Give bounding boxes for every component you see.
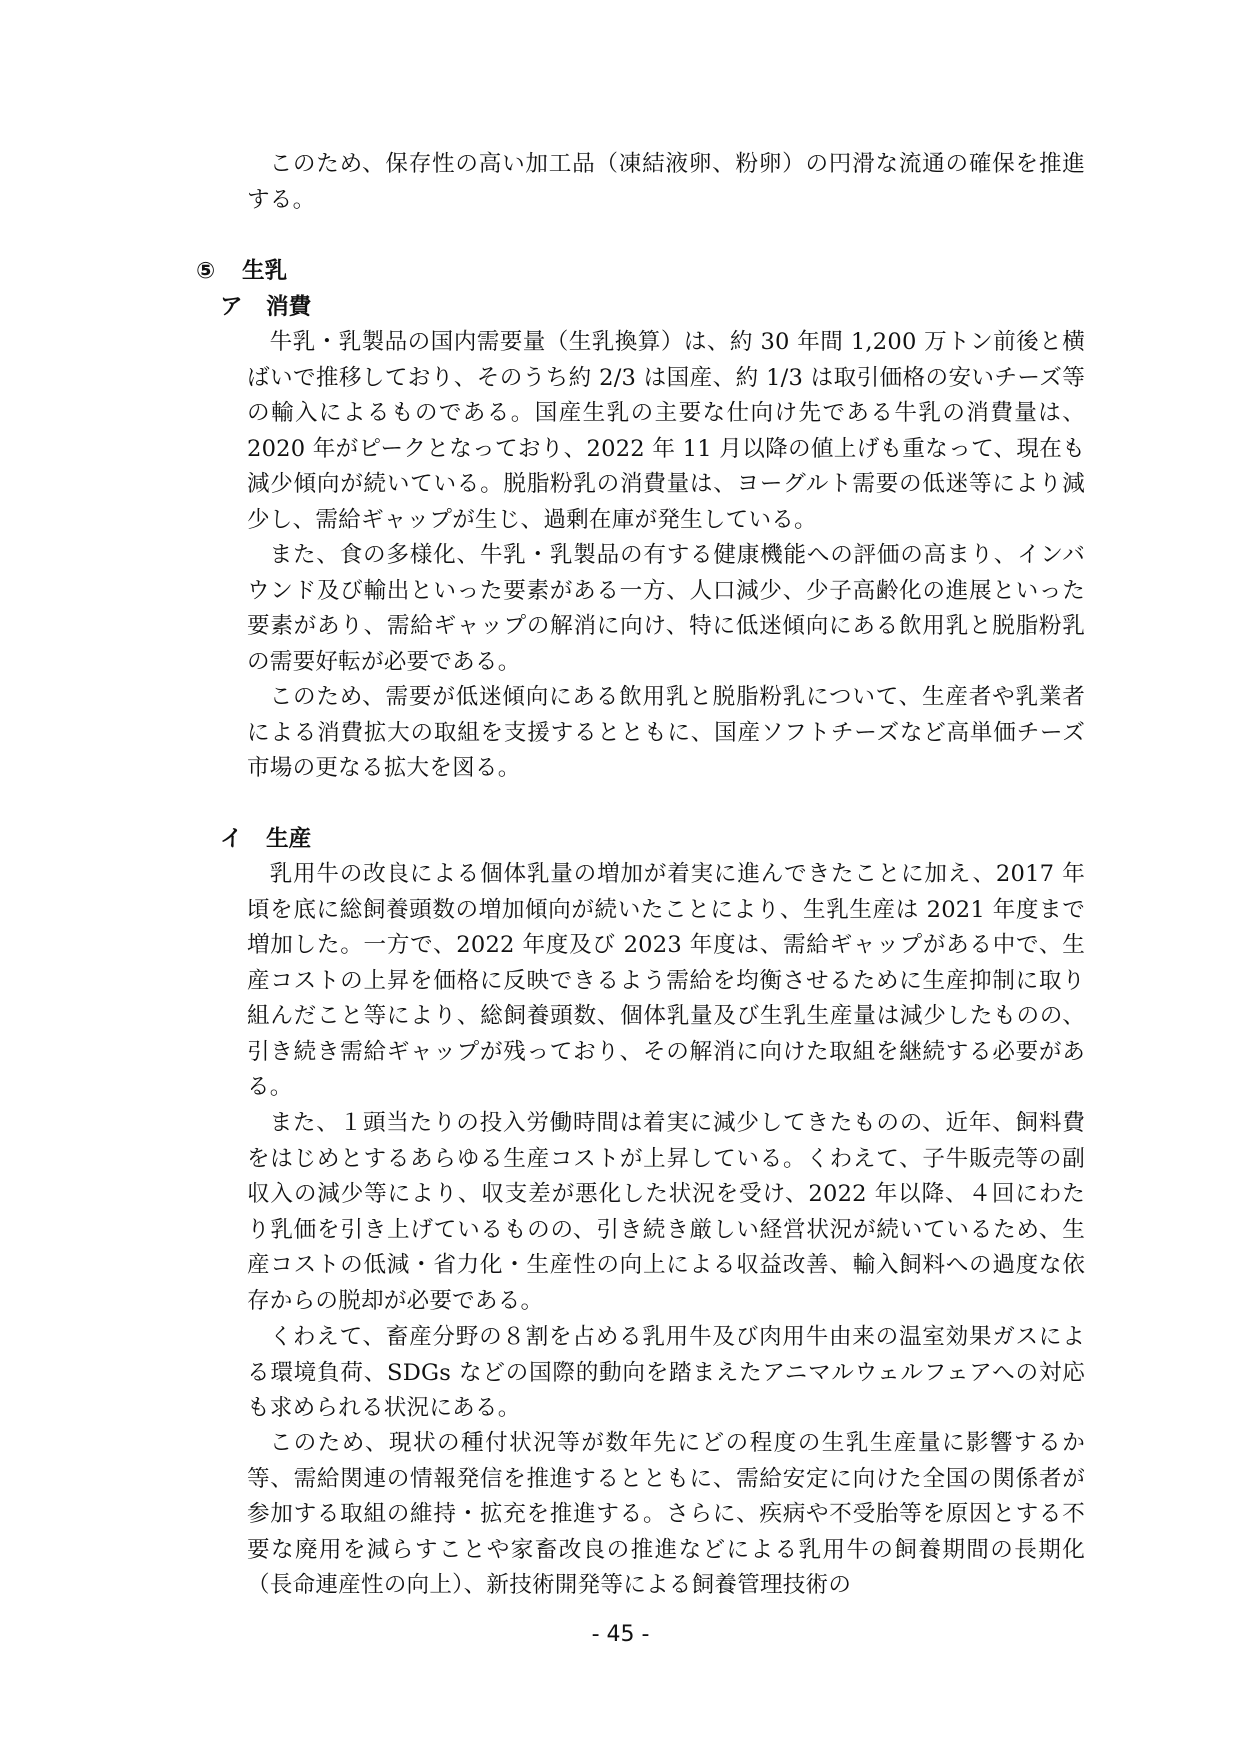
page-number: - 45 - [591,1622,650,1647]
section-title: 生乳 [242,258,288,284]
section-number: ⑤ [196,258,216,284]
subsection-mark-production: イ [220,826,243,852]
subsection-title-production: 生産 [266,826,312,852]
consumption-paragraph: また、食の多様化、牛乳・乳製品の有する健康機能への評価の高まり、インバウンド及び輸出といった要素がある一方、人口減少、少子高齢化の進展といった要素があり、需給ギャップの解消に向け、特に低迷傾向にある飲用乳と脱脂粉乳の需要好転が必要である。 [247,542,1085,675]
section-heading [196,254,287,290]
subsection-heading-consumption [220,290,311,326]
subsection-title-consumption: 消費 [266,294,312,320]
consumption-paragraph: このため、需要が低迷傾向にある飲用乳と脱脂粉乳について、生産者や乳業者による消費拡大の取組を支援するとともに、国産ソフトチーズなど高単価チーズ市場の更なる拡大を図る。 [247,684,1085,781]
subsection-mark-consumption: ア [220,294,243,320]
intro-paragraph: このため、保存性の高い加工品（凍結液卵、粉卵）の円滑な流通の確保を推進する。 [247,151,1085,213]
production-paragraph: また、１頭当たりの投入労働時間は着実に減少してきたものの、近年、飼料費をはじめとするあらゆる生産コストが上昇している。くわえて、子牛販売等の副収入の減少等により、収支差が悪化した状況を受け、2022 年以降、４回にわたり乳価を引き上げているものの、引き続き厳しい経営状況が続いているため、生産コストの低減・省力化・生産性の向上による収益改善、輸入飼料への過度な依存からの脱却が必要である。 [247,1110,1085,1314]
production-paragraph: くわえて、畜産分野の８割を占める乳用牛及び肉用牛由来の温室効果ガスによる環境負荷、SDGs などの国際的動向を踏まえたアニマルウェルフェアへの対応も求められる状況にある。 [247,1324,1085,1421]
consumption-paragraph: 牛乳・乳製品の国内需要量（生乳換算）は、約 30 年間 1,200 万トン前後と横ばいで推移しており、そのうち約 2/3 は国産、約 1/3 は取引価格の安いチーズ等の輸入によるものである。国産生乳の主要な仕向け先である牛乳の消費量は、2020 年がピークとなっており、2022 年 11 月以降の値上げも重なって、現在も減少傾向が続いている。脱脂粉乳の消費量は、ヨーグルト需要の低迷等により減少し、需給ギャップが生じ、過剰在庫が発生している。 [247,329,1085,533]
production-paragraph: 乳用牛の改良による個体乳量の増加が着実に進んできたことに加え、2017 年頃を底に総飼養頭数の増加傾向が続いたことにより、生乳生産は 2021 年度まで増加した。一方で、2022 年度及び 2023 年度は、需給ギャップがある中で、生産コストの上昇を価格に反映できるよう需給を均衡させるために生産抑制に取り組んだこと等により、総飼養頭数、個体乳量及び生乳生産量は減少したものの、引き続き需給ギャップが残っており、その解消に向けた取組を継続する必要がある。 [247,861,1085,1100]
production-paragraph: このため、現状の種付状況等が数年先にどの程度の生乳生産量に影響するか等、需給関連の情報発信を推進するとともに、需給安定に向けた全国の関係者が参加する取組の維持・拡充を推進する。さらに、疾病や不受胎等を原因とする不要な廃用を減らすことや家畜改良の推進などによる乳用牛の飼養期間の長期化（長命連産性の向上）、新技術開発等による飼養管理技術の [247,1430,1085,1598]
subsection-heading-production [220,822,311,858]
